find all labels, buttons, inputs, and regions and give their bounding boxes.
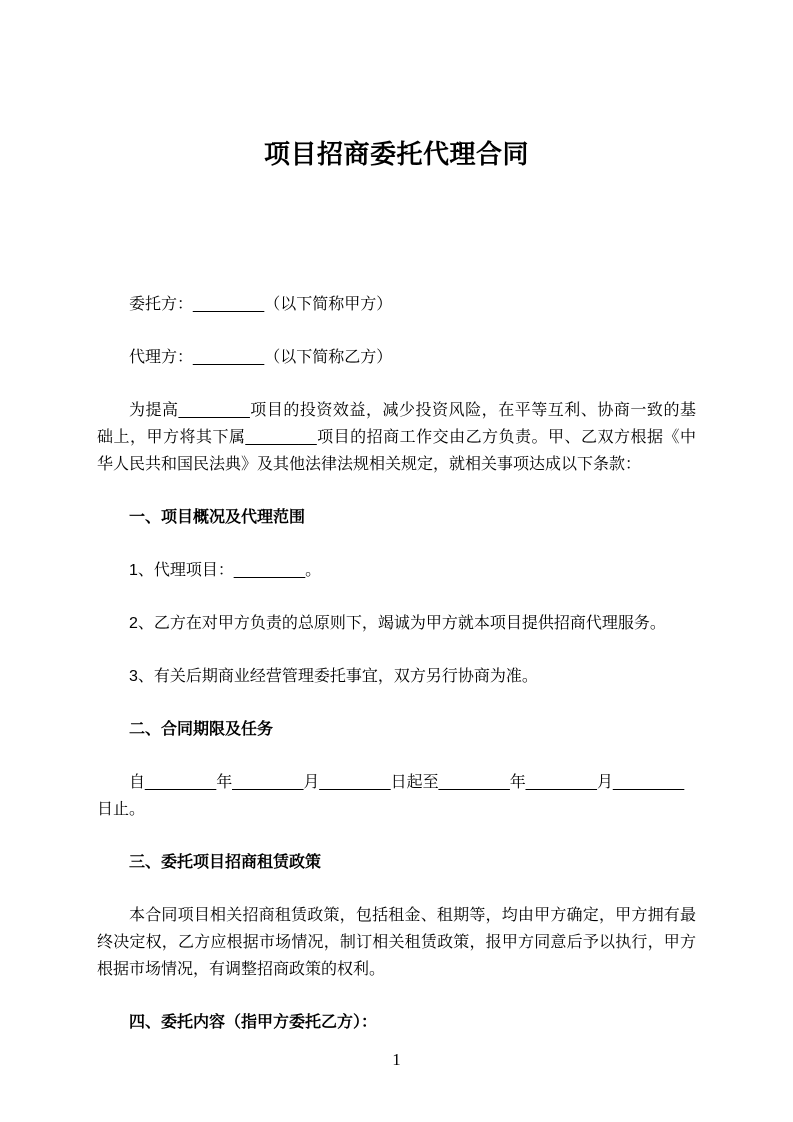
section-1-item-1: 1、代理项目：________。 xyxy=(129,562,322,579)
contract-term-line: 自________年________月________日起至________年________月________日止。 xyxy=(97,774,685,818)
section-2-heading: 二、合同期限及任务 xyxy=(129,721,274,738)
preamble-paragraph: 为提高________项目的投资效益，减少投资风险，在平等互利、协商一致的基础上，甲方将其下属________项目的招商工作交由乙方负责。甲、乙双方根据《中华人民共和国民法典》及其他法律法规相关规定，就相关事项达成以下条款： xyxy=(97,402,696,473)
section-1-heading: 一、项目概况及代理范围 xyxy=(129,509,306,526)
section-1-item-2: 2、乙方在对甲方负责的总原则下，竭诚为甲方就本项目提供招商代理服务。 xyxy=(129,615,666,632)
entrusting-party-line: 委托方：________（以下简称甲方） xyxy=(129,296,393,313)
document-title: 项目招商委托代理合同 xyxy=(263,139,529,169)
section-1-item-3: 3、有关后期商业经营管理委托事宜，双方另行协商为准。 xyxy=(129,668,538,685)
page-number: 1 xyxy=(392,1050,401,1069)
section-3-heading: 三、委托项目招商租赁政策 xyxy=(129,854,322,871)
section-4-heading: 四、委托内容（指甲方委托乙方）： xyxy=(129,1014,378,1031)
agent-party-line: 代理方：________（以下简称乙方） xyxy=(129,349,393,366)
section-3-paragraph: 本合同项目相关招商租赁政策，包括租金、租期等，均由甲方确定，甲方拥有最终决定权，乙方应根据市场情况，制订相关租赁政策，报甲方同意后予以执行，甲方根据市场情况，有调整招商政策的权利。 xyxy=(97,907,696,978)
